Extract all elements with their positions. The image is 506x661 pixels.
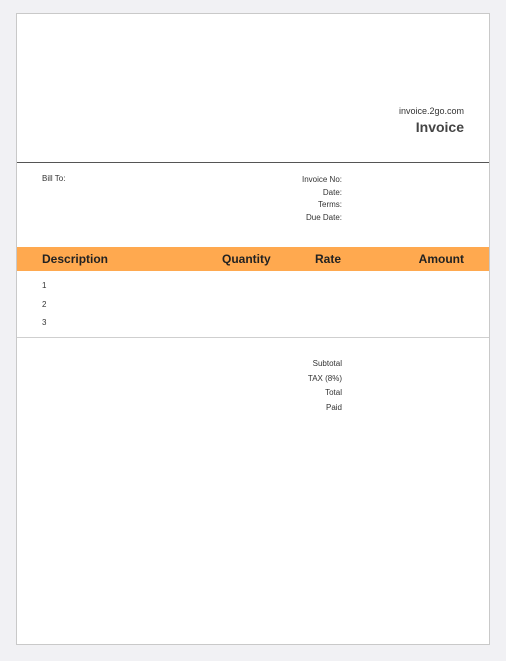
paid-label: Paid: [325, 402, 342, 412]
total-label: Total: [325, 388, 342, 397]
terms-label: Terms:: [318, 200, 342, 209]
invoice-meta: [257, 174, 342, 224]
line-items: [42, 281, 46, 337]
column-rate: Rate: [315, 252, 342, 266]
table-header: [17, 247, 489, 271]
invoice-page: [16, 13, 490, 645]
due-date-label: Due Date:: [305, 212, 342, 222]
tax-label: TAX (8%): [307, 373, 342, 383]
totals-block: [257, 357, 342, 415]
column-amount: Amount: [418, 252, 464, 266]
bill-to-label: Bill To:: [42, 174, 66, 183]
column-description: Description: [42, 252, 109, 266]
items-divider: [17, 337, 489, 338]
header-divider: [17, 162, 489, 163]
brand-url: invoice.2go.com: [398, 106, 464, 116]
date-label: Date:: [322, 187, 342, 197]
table-row: 2: [42, 299, 47, 309]
invoice-title: Invoice: [415, 119, 464, 135]
table-row: 1: [42, 281, 47, 290]
invoice-number-label: Invoice No:: [301, 175, 342, 184]
column-quantity: Quantity: [222, 252, 271, 266]
subtotal-label: Subtotal: [312, 359, 342, 368]
table-row: 3: [42, 318, 47, 327]
